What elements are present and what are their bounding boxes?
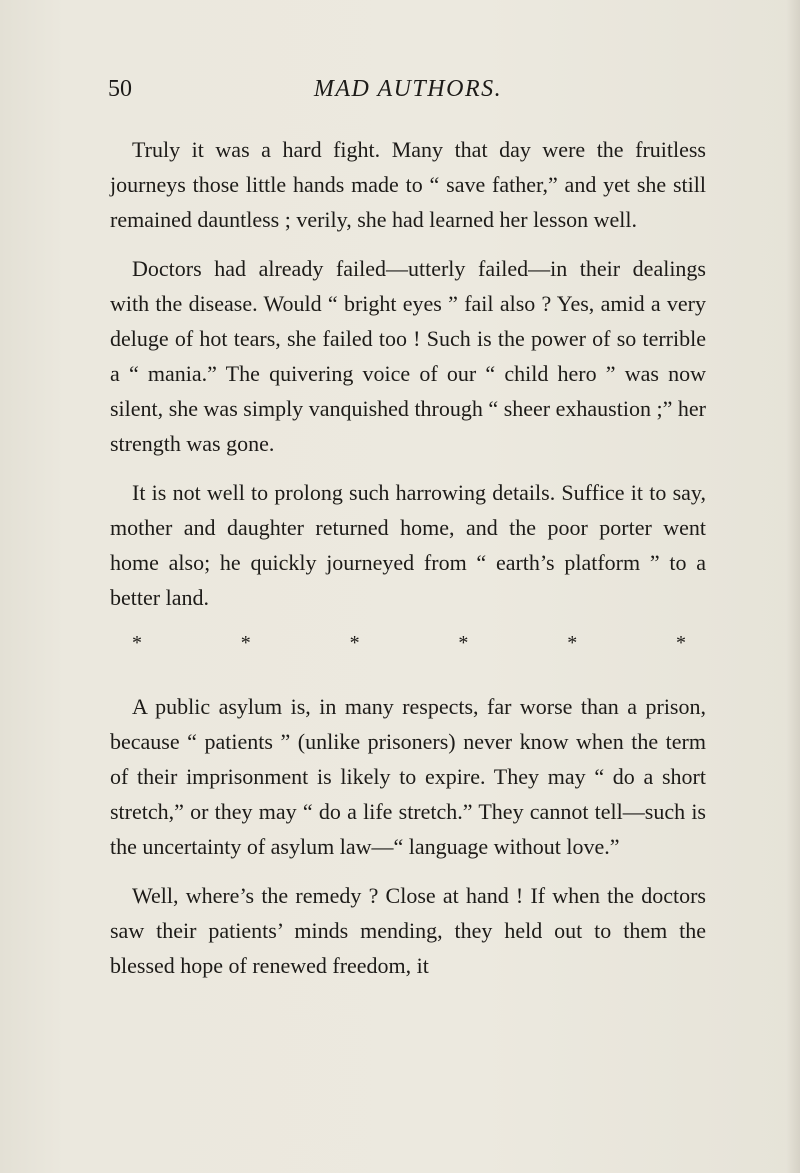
separator-star: *: [132, 632, 142, 654]
separator-star: *: [240, 632, 251, 654]
page-header: [108, 76, 708, 110]
paragraph: A public asylum is, in many respects, far worse than a prison, because “ patients ” (unlike prisoners) never know when the term of their imprisonment is likely to expire. They may “ do a short stretch,” or they may “ do a life stretch.” They cannot tell—such is the uncertainty of asylum law—“ language without love.”: [110, 694, 706, 859]
separator-star: *: [349, 632, 360, 654]
paragraph: Truly it was a hard fight. Many that day were the fruitless journeys those little hands made to “ save father,” and yet she still remained dauntless ; verily, she had learned her lesson well.: [110, 137, 706, 232]
separator-star: *: [675, 632, 686, 654]
running-title: MAD AUTHORS.: [313, 76, 503, 102]
paragraph: Well, where’s the remedy ? Close at hand ! If when the doctors saw their patients’ minds mending, they held out to them the blessed hope of renewed freedom, it: [110, 883, 706, 978]
separator-star: *: [458, 632, 469, 654]
section-separator: [110, 629, 706, 657]
paragraph: Doctors had already failed—utterly failed—in their dealings with the disease. Would “ bright eyes ” fail also ? Yes, amid a very deluge of hot tears, she failed too ! Such is the power of so terrible a “ mania.” The quivering voice of our “ child hero ” was now silent, she was simply vanquished through “ sheer exhaustion ;” her strength was gone.: [110, 256, 706, 456]
page-edge-shadow: [786, 0, 800, 1173]
body-text: [110, 132, 706, 997]
paragraph: It is not well to prolong such harrowing details. Suffice it to say, mother and daughter returned home, and the poor porter went home also; he quickly journeyed from “ earth’s platform ” to a better land.: [110, 480, 706, 610]
page-number: 50: [108, 76, 132, 102]
separator-star: *: [567, 632, 578, 654]
